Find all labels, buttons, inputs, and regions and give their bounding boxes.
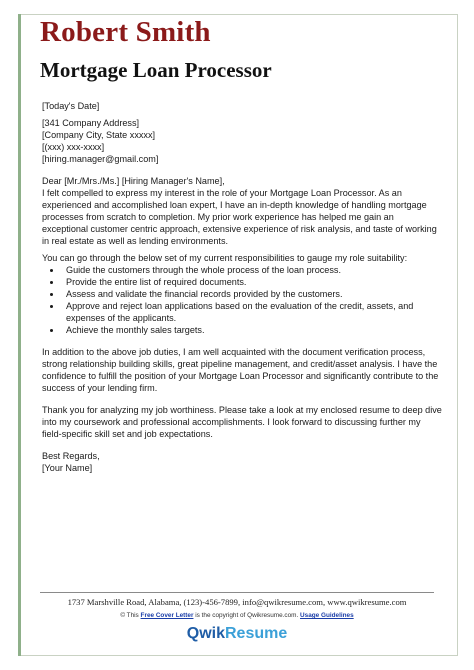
paragraph-responsibilities-intro: You can go through the below set of my current responsibilities to gauge my role suitability: [42,253,408,263]
address-line: [hiring.manager@gmail.com] [42,154,159,164]
list-item: • Guide the customers through the whole process of the loan process. [62,264,442,276]
logo-resume: Resume [224,625,288,642]
copyright-text: is the copyright of Qwikresume.com. [195,612,299,619]
list-item: • Approve and reject loan applications based on the evaluation of the credit, assets, and expenses of the applicants. [62,300,442,324]
paragraph-skills: In addition to the above job duties, I am well acquainted with the document verification process, strong relationship building skills, great pipeline management, and credit/asset analysis. I have the confidence to fulfill the position of your Mortgage Loan Processor and significantly contribute to the success of your lending firm. [42,347,439,393]
footer-divider [40,592,434,593]
job-title: Mortgage Loan Processor [40,58,272,82]
address-line: [Company City, State xxxxx] [42,130,156,140]
paragraph-intro: I felt compelled to express my interest in the role of your Mortgage Loan Processor. As an experienced and accomplished loan expert, I have an in-depth knowledge of handling mortgage processes from scratch to completion. My prior work experience has helped me gain an exceptional customer centric approach, extensive experience of risk analysis, and taste of working in real estate as well as lending environments. [42,188,437,246]
address-line: [341 Company Address] [42,118,140,128]
list-item: • Provide the entire list of required documents. [62,276,442,288]
address-line: [(xxx) xxx-xxxx] [42,142,105,152]
free-cover-letter-link[interactable]: Free Cover Letter [140,612,194,619]
copyright-prefix: © This [120,612,139,619]
logo-qwik: Qwik [186,625,225,642]
signature-line: [Your Name] [42,463,93,473]
paragraph-closing: Thank you for analyzing my job worthiness. Please take a look at my enclosed resume to deep dive into my coursework and professional accomplishments. I look forward to discussing further my field-specific skill set and job expectations. [42,405,442,439]
date-line: [Today's Date] [42,101,100,111]
letter-body [42,100,442,474]
closing-line: Best Regards, [42,451,100,461]
applicant-name: Robert Smith [40,16,211,48]
footer-contact: 1737 Marshville Road, Alabama, (123)-456-7899, info@qwikresume.com, www.qwikresume.com [67,597,407,607]
usage-guidelines-link[interactable]: Usage Guidelines [300,612,354,619]
qwikresume-logo[interactable] [0,625,474,643]
footer-copyright [40,612,434,619]
responsibilities-list [42,264,442,336]
salutation: Dear [Mr./Mrs./Ms.] [Hiring Manager's Name], [42,176,225,186]
left-accent-rule [18,14,21,656]
list-item: • Assess and validate the financial records provided by the customers. [62,288,442,300]
list-item: • Achieve the monthly sales targets. [62,324,442,336]
